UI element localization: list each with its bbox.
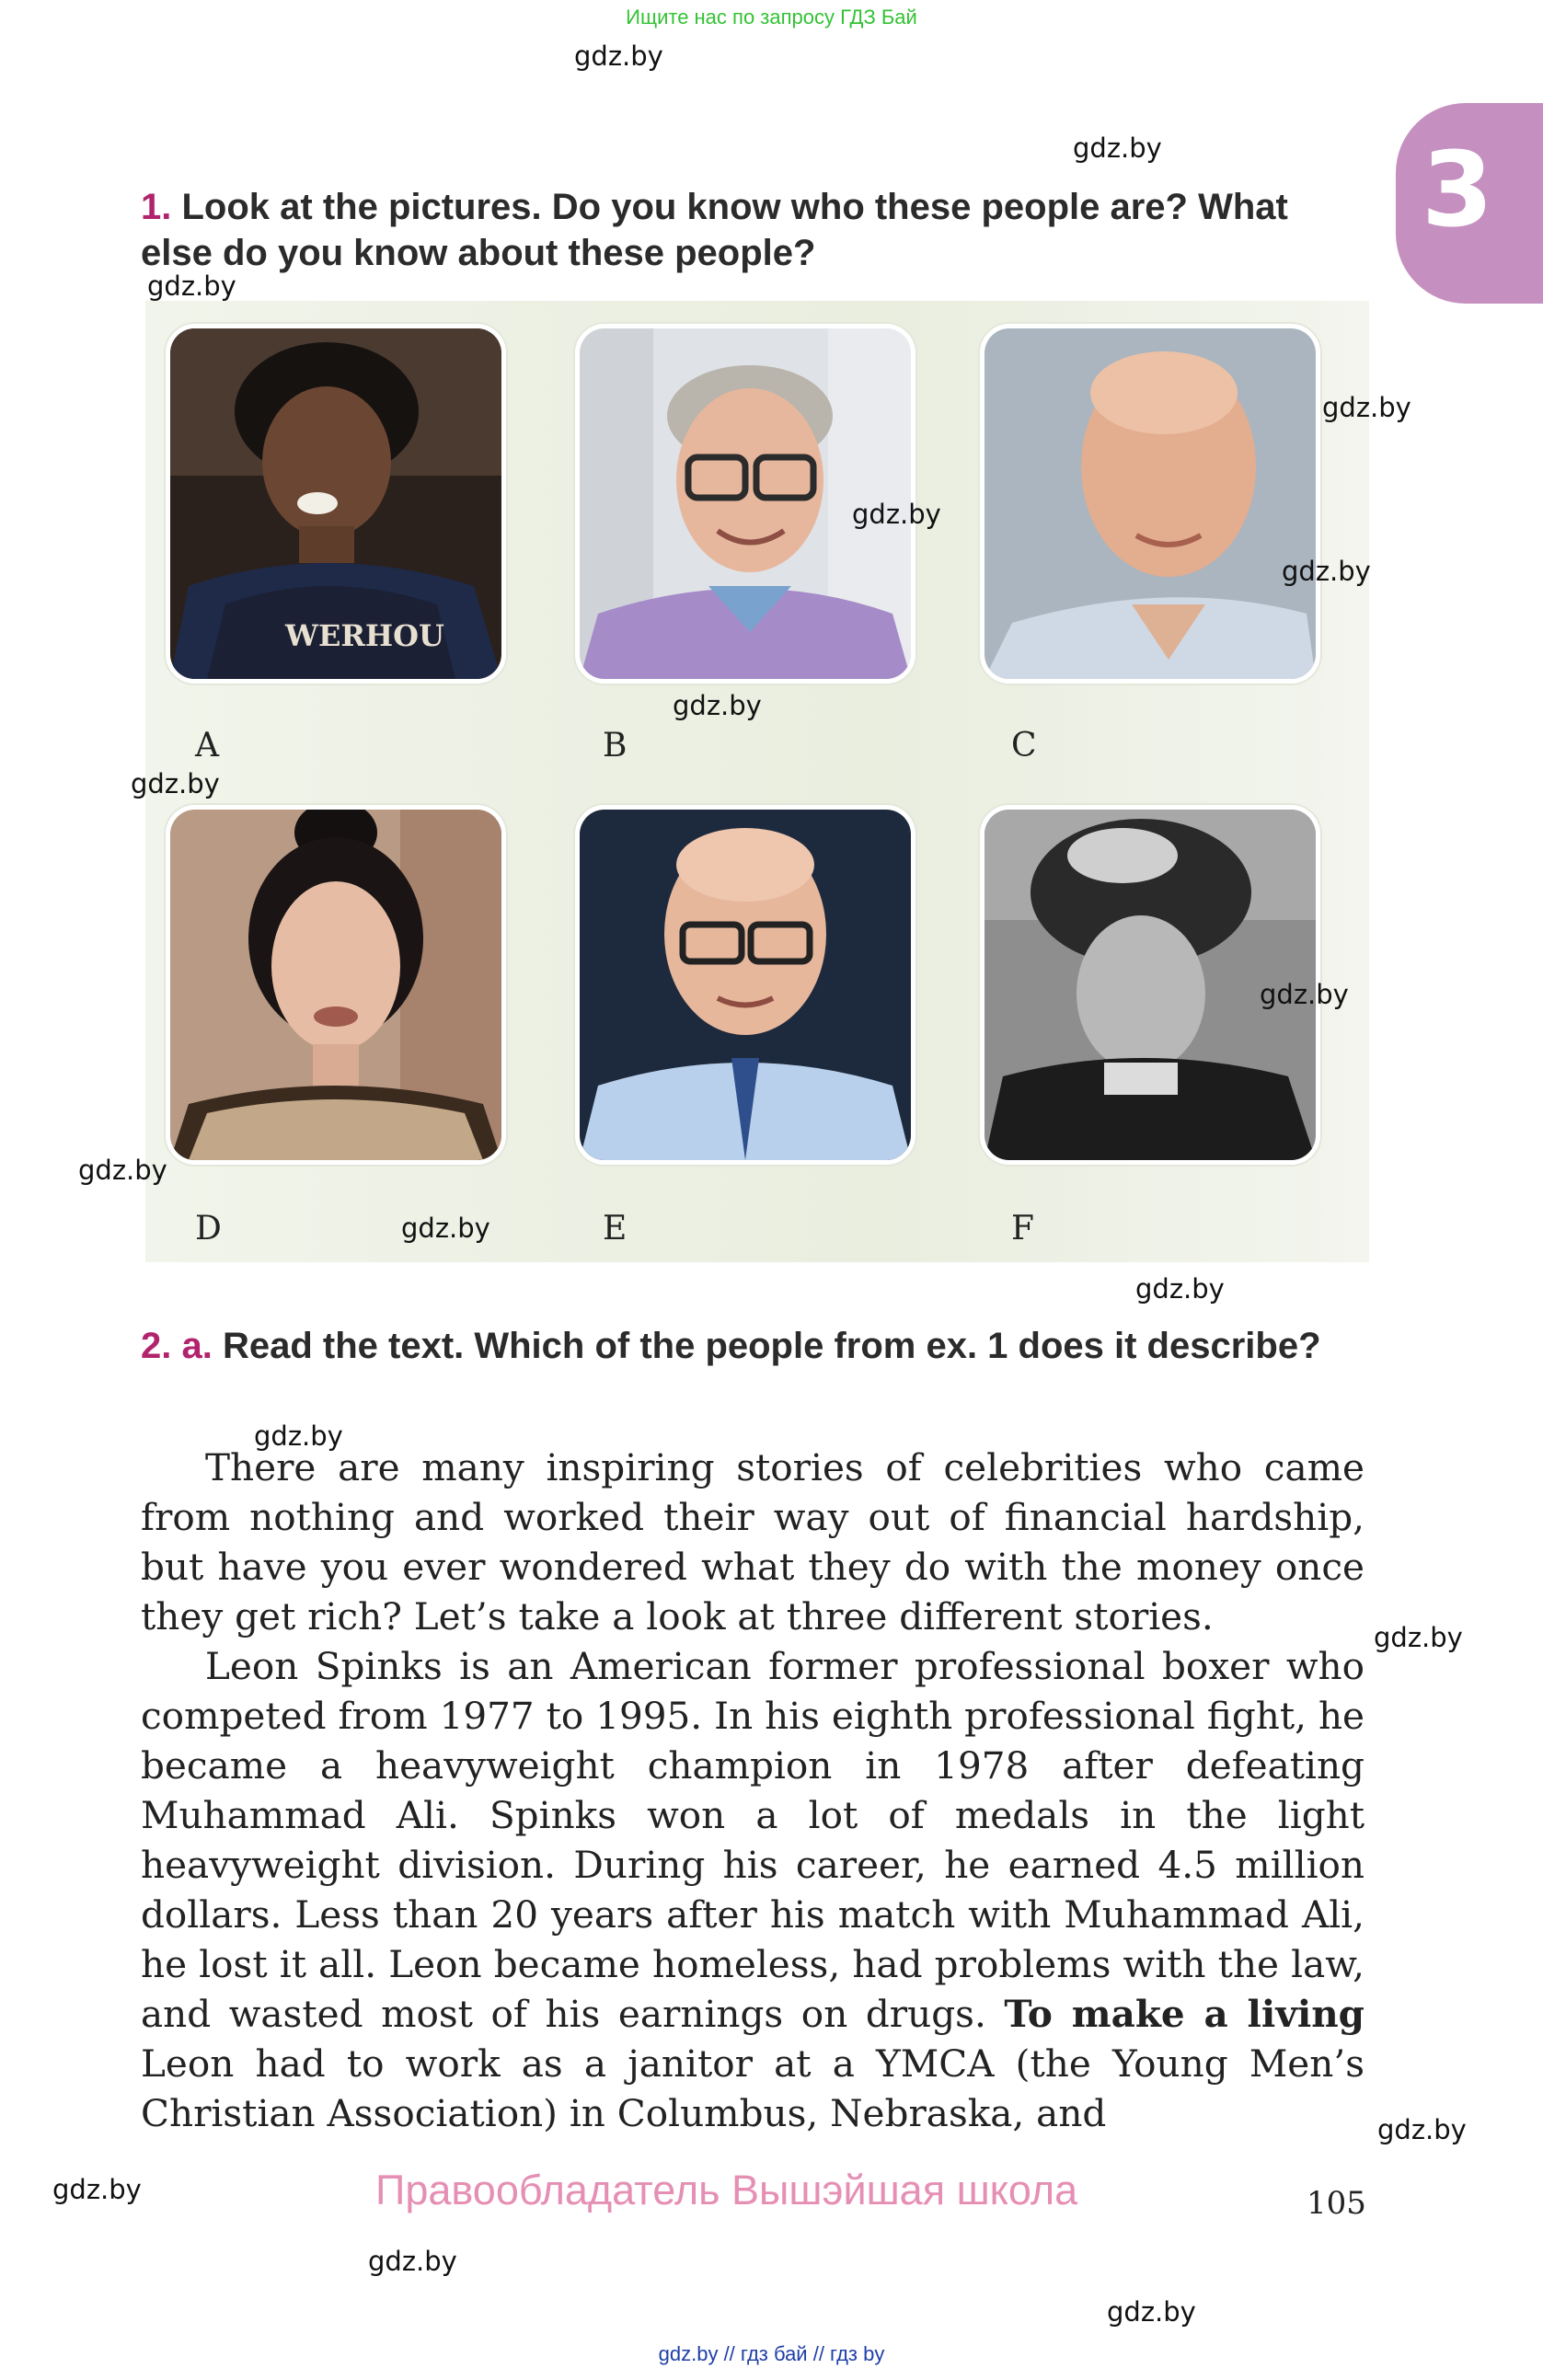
watermark: gdz.by <box>1107 2296 1196 2328</box>
photo-label-e: E <box>603 1210 628 1247</box>
watermark: gdz.by <box>574 40 663 72</box>
watermark: gdz.by <box>1377 2114 1467 2145</box>
unit-tab <box>1396 103 1543 304</box>
photo-label-a: A <box>195 727 219 765</box>
bold-phrase: To make a living <box>1004 1992 1365 2036</box>
watermark: gdz.by <box>1322 392 1411 423</box>
watermark: gdz.by <box>401 1213 490 1244</box>
reading-text <box>141 1443 1365 2138</box>
watermark: gdz.by <box>1260 979 1349 1010</box>
task-1-text: Look at the pictures. Do you know who these people are? What else do you know about these people? <box>141 187 1288 273</box>
photo-c <box>980 324 1320 684</box>
footer-links[interactable]: gdz.by // гдз бай // гдз by <box>658 2342 885 2365</box>
paragraph-2-start: Leon Spinks is an American former professional boxer who competed from 1977 to 1995. In his eighth professional fight, he became a heavyweight champion in 1978 after defeating Muhammad Ali. Spinks won a lot of medals in the light heavyweight division. During his career, he earned 4.5 million dollars. Less than 20 years after his match with Muhammad Ali, he lost it all. Leon became homeless, had problems with the law, and wasted most of his earnings on drugs. <box>141 1644 1365 2036</box>
task-2-instruction <box>141 1323 1365 1369</box>
watermark: gdz.by <box>147 270 236 302</box>
unit-number: 3 <box>1422 131 1493 250</box>
watermark: gdz.by <box>1374 1622 1463 1653</box>
watermark: gdz.by <box>1073 132 1162 164</box>
watermark: gdz.by <box>852 499 941 530</box>
paragraph-2 <box>141 1641 1365 2138</box>
photo-label-b: B <box>603 727 628 765</box>
watermark: gdz.by <box>1135 1273 1225 1305</box>
paragraph-1: There are many inspiring stories of celebrities who came from nothing and worked their way out of financial hardship, but have you ever wondered what they do with the money once they get rich? Let’s take a look at three different stories. <box>141 1445 1365 1638</box>
watermark: gdz.by <box>1282 556 1371 587</box>
task-1-number: 1. <box>141 187 172 227</box>
photo-d <box>166 805 506 1165</box>
paragraph-2-end: Leon had to work as a janitor at a YMCA (the Young Men’s Christian Association) in Columbus, Nebraska, and <box>141 2041 1365 2135</box>
watermark: gdz.by <box>368 2246 457 2277</box>
copyright-notice: Правообладатель Вышэйшая школа <box>375 2167 1078 2213</box>
watermark: gdz.by <box>78 1155 167 1186</box>
watermark: gdz.by <box>52 2174 142 2205</box>
top-banner[interactable]: Ищите нас по запросу ГДЗ Бай <box>626 6 917 29</box>
watermark: gdz.by <box>254 1420 343 1452</box>
photo-a <box>166 324 506 684</box>
watermark: gdz.by <box>131 768 220 799</box>
watermark: gdz.by <box>673 690 762 721</box>
task-2-text: Read the text. Which of the people from ex. 1 does it describe? <box>222 1326 1321 1366</box>
photo-e <box>575 805 915 1165</box>
shirt-lettering: WERHOU <box>285 618 444 653</box>
photo-panel <box>145 301 1369 1262</box>
task-2-number: 2. a. <box>141 1326 213 1366</box>
page-number: 105 <box>1307 2185 1366 2222</box>
photo-label-d: D <box>195 1210 222 1247</box>
task-1-instruction <box>141 184 1365 276</box>
photo-label-c: C <box>1011 727 1037 765</box>
photo-label-f: F <box>1011 1210 1034 1247</box>
